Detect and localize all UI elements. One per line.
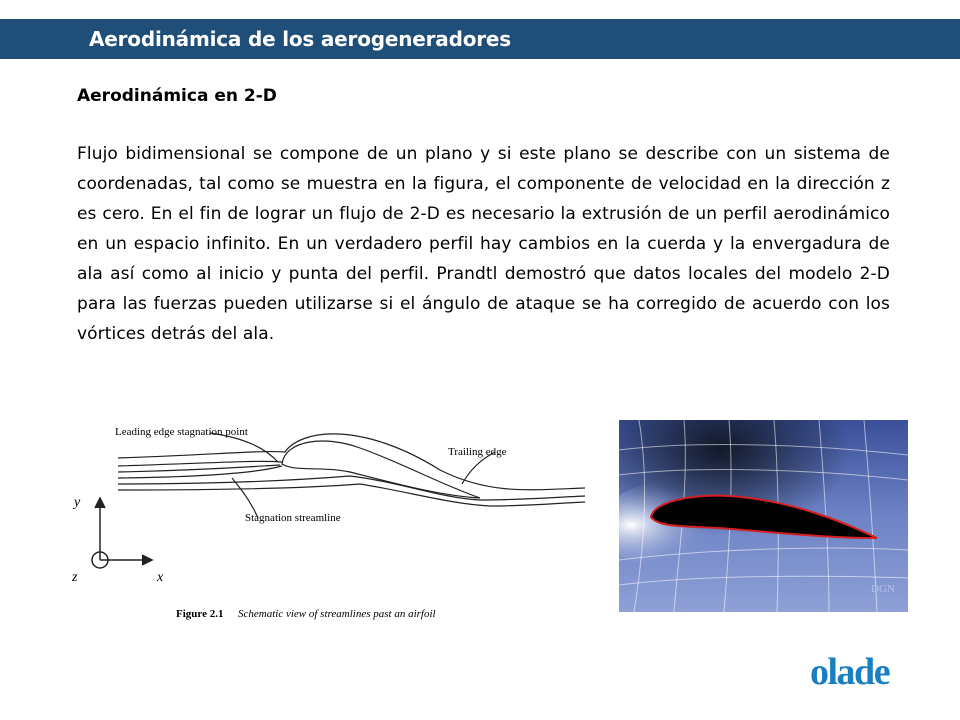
section-heading: Aerodinámica en 2-D [77, 86, 277, 106]
figure-caption-text: Schematic view of streamlines past an airfoil [238, 608, 436, 620]
olade-logo [810, 652, 928, 692]
label-leading-edge: Leading edge stagnation point [115, 426, 248, 438]
body-paragraph: Flujo bidimensional se compone de un plano y si este plano se describe con un sistema de coordenadas, tal como se muestra en la figura, el componente de velocidad en la dirección z es cero. En el fin de lograr un flujo de 2-D es necesario la extrusión de un perfil aerodinámico en un espacio infinito. En un verdadero perfil hay cambios en la cuerda y la envergadura de ala así como al inicio y punta del perfil. Prandtl demostró que datos locales del modelo 2-D para las fuerzas pueden utilizarse si el ángulo de ataque se ha corregido de acuerdo con los vórtices detrás del ala. [77, 144, 890, 344]
label-stagnation-streamline: Stagnation streamline [245, 512, 341, 524]
figure-caption-number: Figure 2.1 [176, 608, 224, 620]
airfoil-mesh-render [619, 420, 908, 612]
label-trailing-edge: Trailing edge [448, 446, 507, 458]
axis-x-label: x [157, 570, 164, 585]
page-title: Aerodinámica de los aerogeneradores [89, 27, 511, 51]
render-watermark: DGN [871, 583, 895, 595]
streamline-schematic-figure [60, 400, 600, 630]
logo-text: olade [810, 652, 890, 692]
axis-z-label: z [72, 570, 78, 585]
axis-y-label: y [74, 495, 81, 510]
